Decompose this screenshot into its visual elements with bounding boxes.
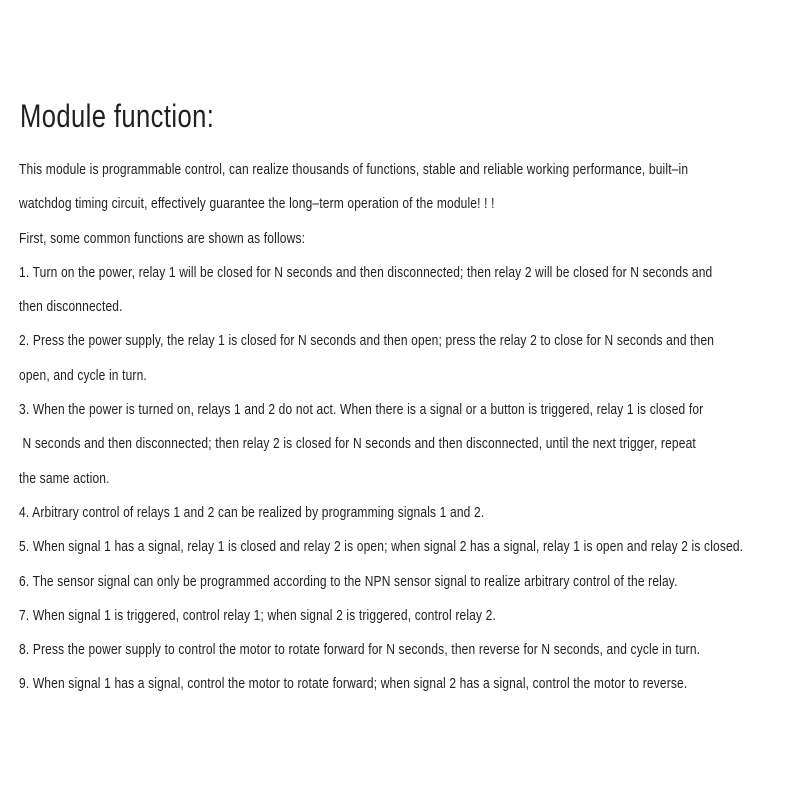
item-5-line: 5. When signal 1 has a signal, relay 1 is closed and relay 2 is open; when signal 2 has a signal, relay 1 is open and relay 2 is closed. <box>19 538 744 556</box>
page-title: Module function: <box>20 98 215 134</box>
intro-line-2: watchdog timing circuit, effectively guarantee the long–term operation of the module! ! ! <box>19 195 495 213</box>
item-7-line: 7. When signal 1 is triggered, control relay 1; when signal 2 is triggered, control relay 2. <box>19 606 496 624</box>
item-6-line: 6. The sensor signal can only be programmed according to the NPN sensor signal to realize arbitrary control of the relay. <box>19 572 678 590</box>
item-3-line-3: the same action. <box>19 469 110 487</box>
item-1-line-1: 1. Turn on the power, relay 1 will be closed for N seconds and then disconnected; then relay 2 will be closed for N seconds and <box>19 263 713 281</box>
item-1-line-2: then disconnected. <box>19 298 123 316</box>
body-text-block <box>19 153 799 702</box>
item-8-line: 8. Press the power supply to control the motor to rotate forward for N seconds, then reverse for N seconds, and cycle in turn. <box>19 641 701 659</box>
item-3-line-2: N seconds and then disconnected; then relay 2 is closed for N seconds and then disconnected, until the next trigger, repeat <box>19 435 696 453</box>
item-9-line: 9. When signal 1 has a signal, control the motor to rotate forward; when signal 2 has a signal, control the motor to reverse. <box>19 675 688 693</box>
item-2-line-1: 2. Press the power supply, the relay 1 is closed for N seconds and then open; press the relay 2 to close for N seconds and then <box>19 332 715 350</box>
item-4-line: 4. Arbitrary control of relays 1 and 2 can be realized by programming signals 1 and 2. <box>19 503 485 521</box>
intro-line-1: This module is programmable control, can realize thousands of functions, stable and reliable working performance, built–in <box>19 161 689 178</box>
item-3-line-1: 3. When the power is turned on, relays 1 and 2 do not act. When there is a signal or a button is triggered, relay 1 is closed for <box>19 401 704 419</box>
lead-in-line: First, some common functions are shown as follows: <box>19 229 306 247</box>
item-2-line-2: open, and cycle in turn. <box>19 366 147 384</box>
